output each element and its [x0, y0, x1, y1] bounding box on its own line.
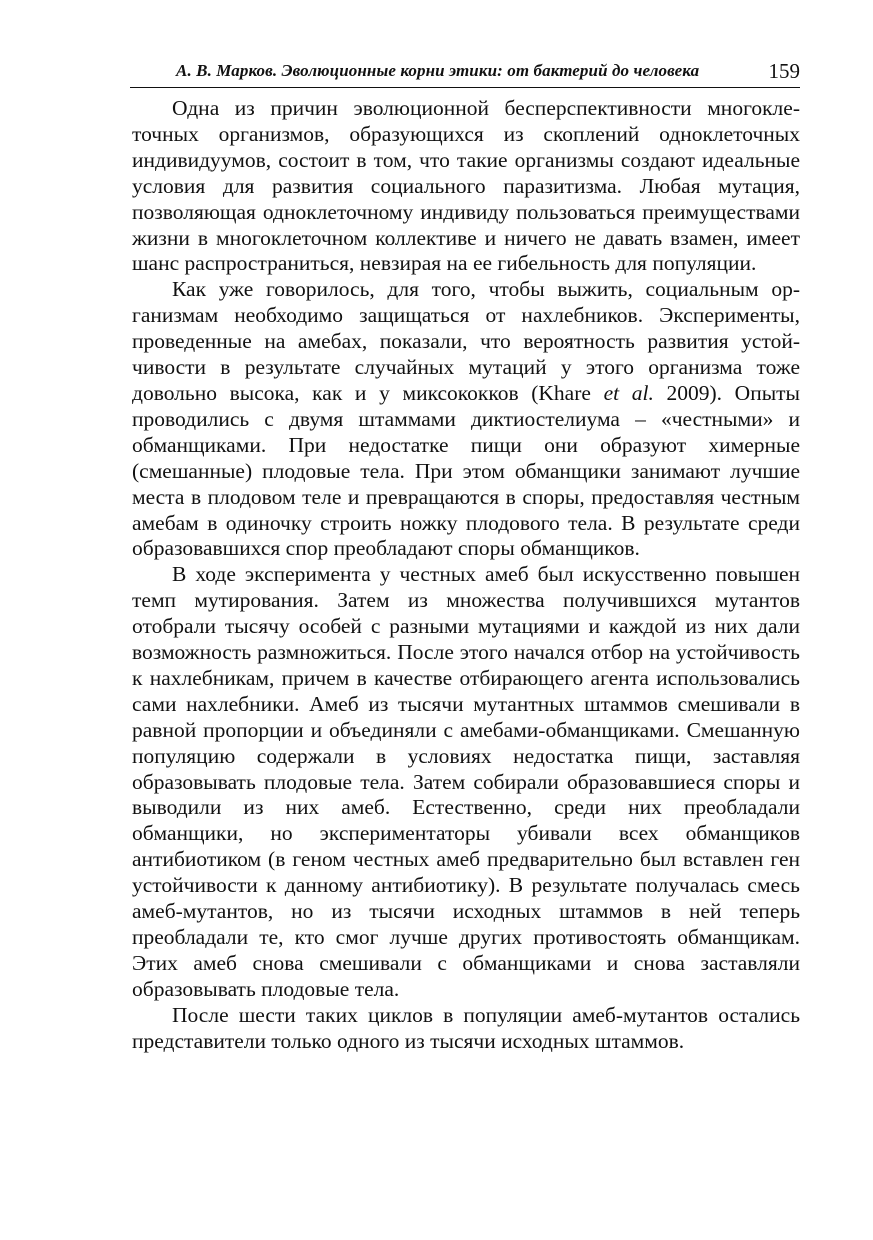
paragraph-text: Одна из причин эволюционной бесперспективности многоклеточных организмов, образующихся из скоплений одноклеточных индивидуумов, состоит в том, что такие организмы создают идеальные условия для развития социального паразитизма. Любая мутация, позволяющая одноклеточному индивиду пользоваться преимуществами жизни в многоклеточном коллективе и ничего не давать взамен, имеет шанс распространиться, невзирая на ее гибельность для популяции.	[132, 96, 800, 276]
page-body	[132, 96, 800, 1055]
paragraph-text: 2009). Опыты проводились с двумя штаммами диктиостелиума – «честными» и обманщиками. При недостатке пищи они образуют химерные (смешанные) плодовые тела. При этом обманщики занимают лучшие места в плодовом теле и превращаются в споры, предоставляя честным амебам в одиночку строить ножку плодового тела. В результате среди образовавшихся спор преобладают споры обманщиков.	[132, 380, 800, 561]
page-header	[130, 57, 800, 88]
running-title: А. В. Марков. Эволюционные корни этики: от бактерий до человека	[176, 61, 700, 80]
paragraph	[132, 277, 800, 562]
paragraph	[132, 96, 800, 277]
paragraph-text: Как уже говорилось, для того, чтобы выжить, социальным организмам необходимо защищаться от нахлебников. Эксперименты, проведенные на амебах, показали, что вероятность развития устойчивости в результате случайных мутаций у этого организма тоже довольно высока, как и у миксококков (Khare	[132, 277, 800, 405]
paragraph-text: После шести таких циклов в популяции амеб-мутантов остались представители только одного из тысячи исходных штаммов.	[132, 1002, 800, 1053]
paragraph	[132, 562, 800, 1002]
paragraph-text: В ходе эксперимента у честных амеб был искусственно повышен темп мутирования. Затем из множества получившихся мутантов отобрали тысячу особей с разными мутациями и каждой из них дали возможность размножиться. После этого начался отбор на устойчивость к нахлебникам, причем в качестве отбирающего агента использовались сами нахлебники. Амеб из тысячи мутантных штаммов смешивали в равной пропорции и объединяли с амебами-обманщиками. Смешанную популяцию содержали в условиях недостатка пищи, заставляя образовывать плодовые тела. Затем собирали образовавшиеся споры и выводили из них амеб. Естественно, среди них преобладали обманщики, но экспериментаторы убивали всех обманщиков антибиотиком (в геном честных амеб предварительно был вставлен ген устойчивости к данному антибиотику). В результате получалась смесь амеб-мутантов, но из тысячи исходных штаммов в ней теперь преобладали те, кто смог лучше других противостоять обманщикам. Этих амеб снова смешивали с обманщиками и снова заставляли образовывать плодовые тела.	[132, 562, 800, 1001]
paragraph	[132, 1003, 800, 1055]
page-number: 159	[768, 59, 800, 83]
citation-et-al: et al.	[603, 380, 654, 405]
